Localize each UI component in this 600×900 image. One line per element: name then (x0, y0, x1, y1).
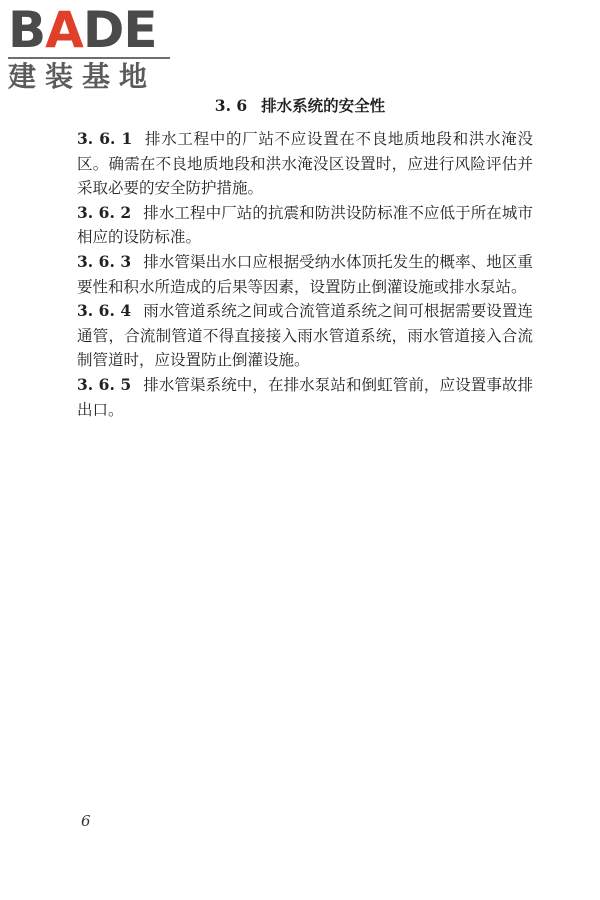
clause-text: 排水工程中的厂站不应设置在不良地质地段和洪水淹没区。确需在不良地质地段和洪水淹没区设置时，应进行风险评估并采取必要的安全防护措施。 (77, 130, 533, 198)
section-heading (0, 95, 600, 117)
logo-letter-b: B (8, 1, 46, 59)
bade-logo (8, 1, 172, 93)
clause-number: 3. 6. 3 (77, 251, 132, 271)
clause-3-6-3 (77, 250, 533, 299)
clause-3-6-2 (77, 201, 533, 250)
clause-number: 3. 6. 4 (77, 301, 132, 321)
section-title-text: 排水系统的安全性 (261, 97, 386, 115)
clause-number: 3. 6. 2 (77, 202, 132, 222)
clause-text: 排水工程中厂站的抗震和防洪设防标准不应低于所在城市相应的设防标准。 (77, 203, 533, 247)
logo-letters-de: DE (82, 1, 157, 59)
section-number: 3. 6 (214, 96, 248, 115)
clause-3-6-4 (77, 299, 533, 373)
clause-text: 排水管渠出水口应根据受纳水体顶托发生的概率、地区重要性和积水所造成的后果等因素，设置防止倒灌设施或排水泵站。 (77, 252, 533, 296)
clause-text: 雨水管道系统之间或合流管道系统之间可根据需要设置连通管，合流制管道不得直接接入雨水管道系统，雨水管道接入合流制管道时，应设置防止倒灌设施。 (77, 302, 533, 370)
logo-subtitle: 建装基地 (8, 60, 157, 93)
clause-3-6-1 (77, 127, 533, 201)
clause-text: 排水管渠系统中，在排水泵站和倒虹管前，应设置事故排出口。 (77, 375, 533, 419)
clause-number: 3. 6. 5 (77, 374, 132, 394)
logo-letter-a: A (45, 1, 83, 59)
logo-brand-text (8, 1, 172, 59)
clause-3-6-5 (77, 373, 533, 422)
clause-number: 3. 6. 1 (77, 129, 133, 148)
clause-list (77, 127, 533, 422)
page-number: 6 (81, 812, 91, 830)
